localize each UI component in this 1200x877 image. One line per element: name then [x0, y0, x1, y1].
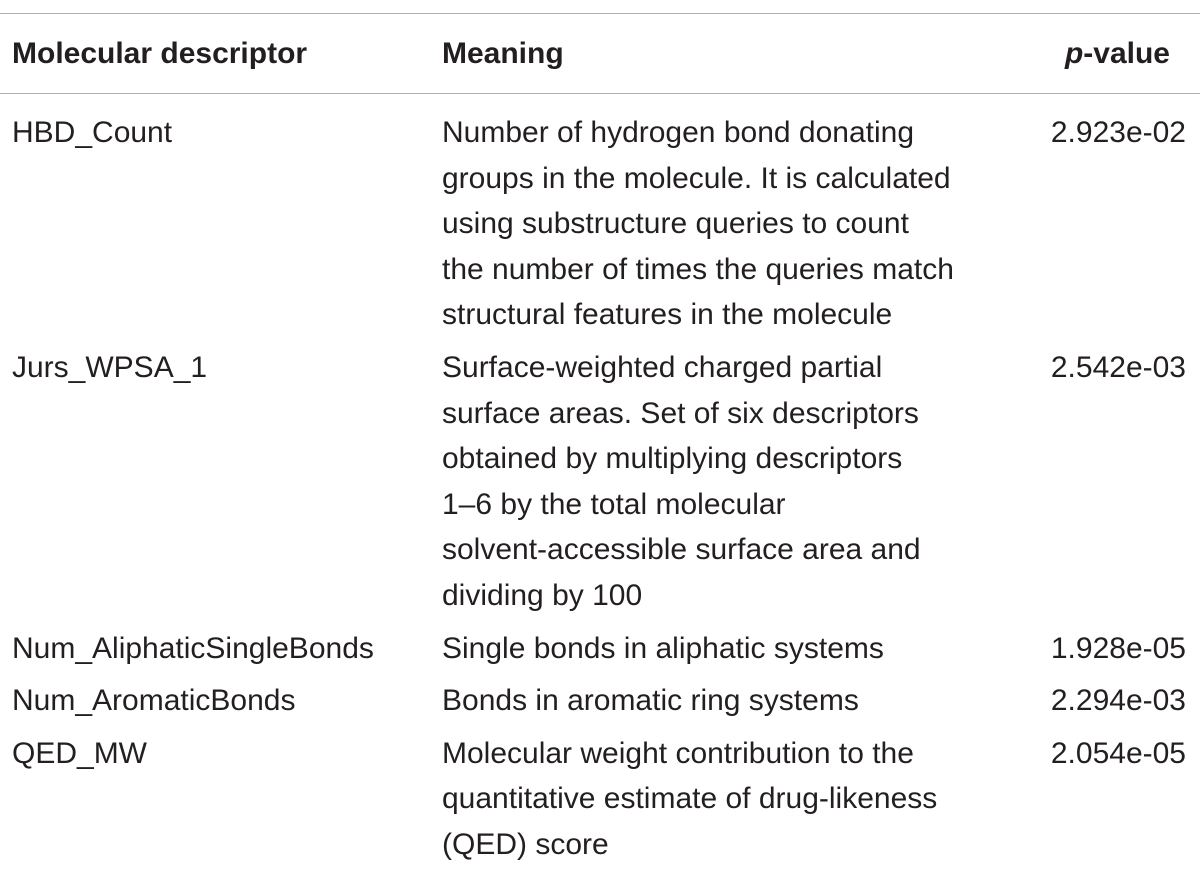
header-descriptor: Molecular descriptor — [12, 37, 308, 70]
meaning-line: the number of times the queries match — [442, 252, 954, 286]
meaning-line: Surface-weighted charged partial — [442, 350, 883, 384]
cell-meaning — [442, 678, 1002, 724]
meaning-line: obtained by multiplying descriptors — [442, 442, 903, 476]
cell-descriptor: Num_AromaticBonds — [12, 684, 296, 718]
meaning-line: surface areas. Set of six descriptors — [442, 396, 919, 430]
cell-pvalue: 2.054e-05 — [1050, 736, 1186, 770]
cell-meaning — [442, 626, 1002, 672]
meaning-line: Single bonds in aliphatic systems — [442, 631, 884, 665]
header-pvalue-rest: -value — [1083, 37, 1170, 70]
meaning-line: Molecular weight contribution to the — [442, 736, 914, 770]
table-body — [0, 110, 1200, 875]
table-row — [0, 345, 1200, 619]
meaning-line: groups in the molecule. It is calculated — [442, 161, 951, 195]
cell-descriptor: QED_MW — [12, 736, 147, 770]
cell-pvalue: 1.928e-05 — [1050, 631, 1186, 665]
cell-pvalue: 2.923e-02 — [1050, 116, 1186, 149]
meaning-line: using substructure queries to count — [442, 207, 909, 241]
cell-descriptor: Num_AliphaticSingleBonds — [12, 631, 374, 665]
cell-descriptor: HBD_Count — [12, 116, 173, 149]
meaning-line: Bonds in aromatic ring systems — [442, 684, 859, 718]
meaning-line: (QED) score — [442, 827, 609, 861]
meaning-line: dividing by 100 — [442, 578, 643, 612]
cell-meaning — [442, 731, 1002, 868]
table-row — [0, 626, 1200, 672]
cell-meaning — [442, 345, 1002, 619]
table-top-rule — [0, 13, 1200, 14]
cell-pvalue: 2.542e-03 — [1050, 350, 1186, 384]
table-row — [0, 110, 1200, 338]
cell-meaning — [442, 110, 1002, 338]
cell-pvalue: 2.294e-03 — [1050, 684, 1186, 718]
meaning-line: Number of hydrogen bond donating — [442, 116, 915, 149]
table-header-rule — [0, 93, 1200, 94]
meaning-line: 1–6 by the total molecular — [442, 487, 786, 521]
table-header-row — [0, 32, 1200, 76]
table-row — [0, 678, 1200, 724]
table-row — [0, 731, 1200, 868]
cell-descriptor: Jurs_WPSA_1 — [12, 350, 208, 384]
header-pvalue — [1065, 32, 1170, 76]
header-pvalue-italic: p — [1064, 37, 1084, 70]
header-meaning: Meaning — [442, 37, 564, 70]
meaning-line: structural features in the molecule — [442, 298, 893, 332]
meaning-line: quantitative estimate of drug-likeness — [442, 782, 938, 816]
meaning-line: solvent-accessible surface area and — [442, 533, 921, 567]
